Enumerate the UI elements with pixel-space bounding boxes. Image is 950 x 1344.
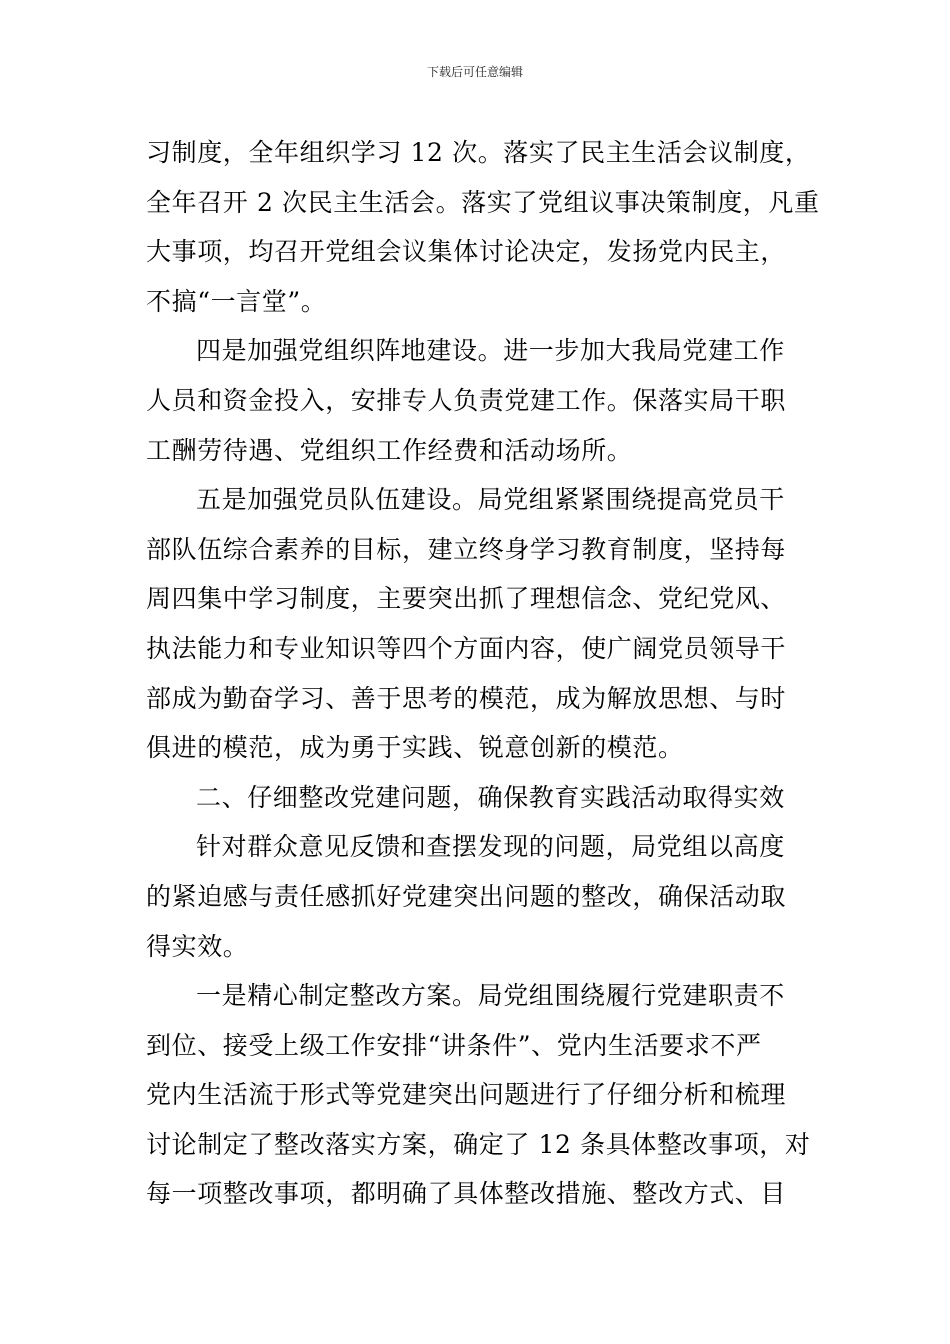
text-line: 工酬劳待遇、党组织工作经费和活动场所。 bbox=[146, 435, 633, 465]
paragraph-start-line: 针对群众意见反馈和查摆发现的问题，局党组以高度 bbox=[196, 832, 785, 862]
document-body bbox=[146, 128, 820, 1219]
text-line: 得实效。 bbox=[146, 931, 249, 961]
text-line: 到位、接受上级工作安排“讲条件”、党内生活要求不严 bbox=[146, 1030, 762, 1060]
text-line: 讨论制定了整改落实方案，确定了 12 条具体整改事项，对 bbox=[146, 1129, 811, 1159]
text-line: 的紧迫感与责任感抓好党建突出问题的整改，确保活动取 bbox=[146, 881, 787, 911]
text-line: 每一项整改事项，都明确了具体整改措施、整改方式、目 bbox=[146, 1179, 787, 1209]
text-line: 人员和资金投入，安排专人负责党建工作。保落实局干职 bbox=[146, 385, 787, 415]
text-line: 党内生活流于形式等党建突出问题进行了仔细分析和梳理 bbox=[146, 1080, 787, 1110]
page-header: 下载后可任意编辑 bbox=[426, 65, 523, 79]
text-line: 周四集中学习制度，主要突出抓了理想信念、党纪党风、 bbox=[146, 584, 787, 614]
text-line: 俱进的模范，成为勇于实践、锐意创新的模范。 bbox=[146, 733, 684, 763]
paragraph-start-line: 五是加强党员队伍建设。局党组紧紧围绕提高党员干 bbox=[196, 485, 785, 515]
text-line: 习制度，全年组织学习 12 次。落实了民主生活会议制度， bbox=[146, 138, 811, 167]
text-line: 全年召开 2 次民主生活会。落实了党组议事决策制度，凡重 bbox=[146, 187, 820, 217]
text-line: 执法能力和专业知识等四个方面内容，使广阔党员领导干 bbox=[146, 633, 787, 663]
text-line: 不搞“一言堂”。 bbox=[146, 286, 327, 316]
text-line: 大事项，均召开党组会议集体讨论决定，发扬党内民主， bbox=[146, 237, 787, 267]
paragraph-start-line: 四是加强党组织阵地建设。进一步加大我局党建工作 bbox=[196, 336, 785, 366]
section-heading: 二、仔细整改党建问题，确保教育实践活动取得实效 bbox=[196, 782, 785, 812]
paragraph-start-line: 一是精心制定整改方案。局党组围绕履行党建职责不 bbox=[196, 981, 785, 1011]
text-line: 部成为勤奋学习、善于思考的模范，成为解放思想、与时 bbox=[146, 683, 787, 713]
text-line: 部队伍综合素养的目标，建立终身学习教育制度，坚持每 bbox=[146, 534, 787, 564]
